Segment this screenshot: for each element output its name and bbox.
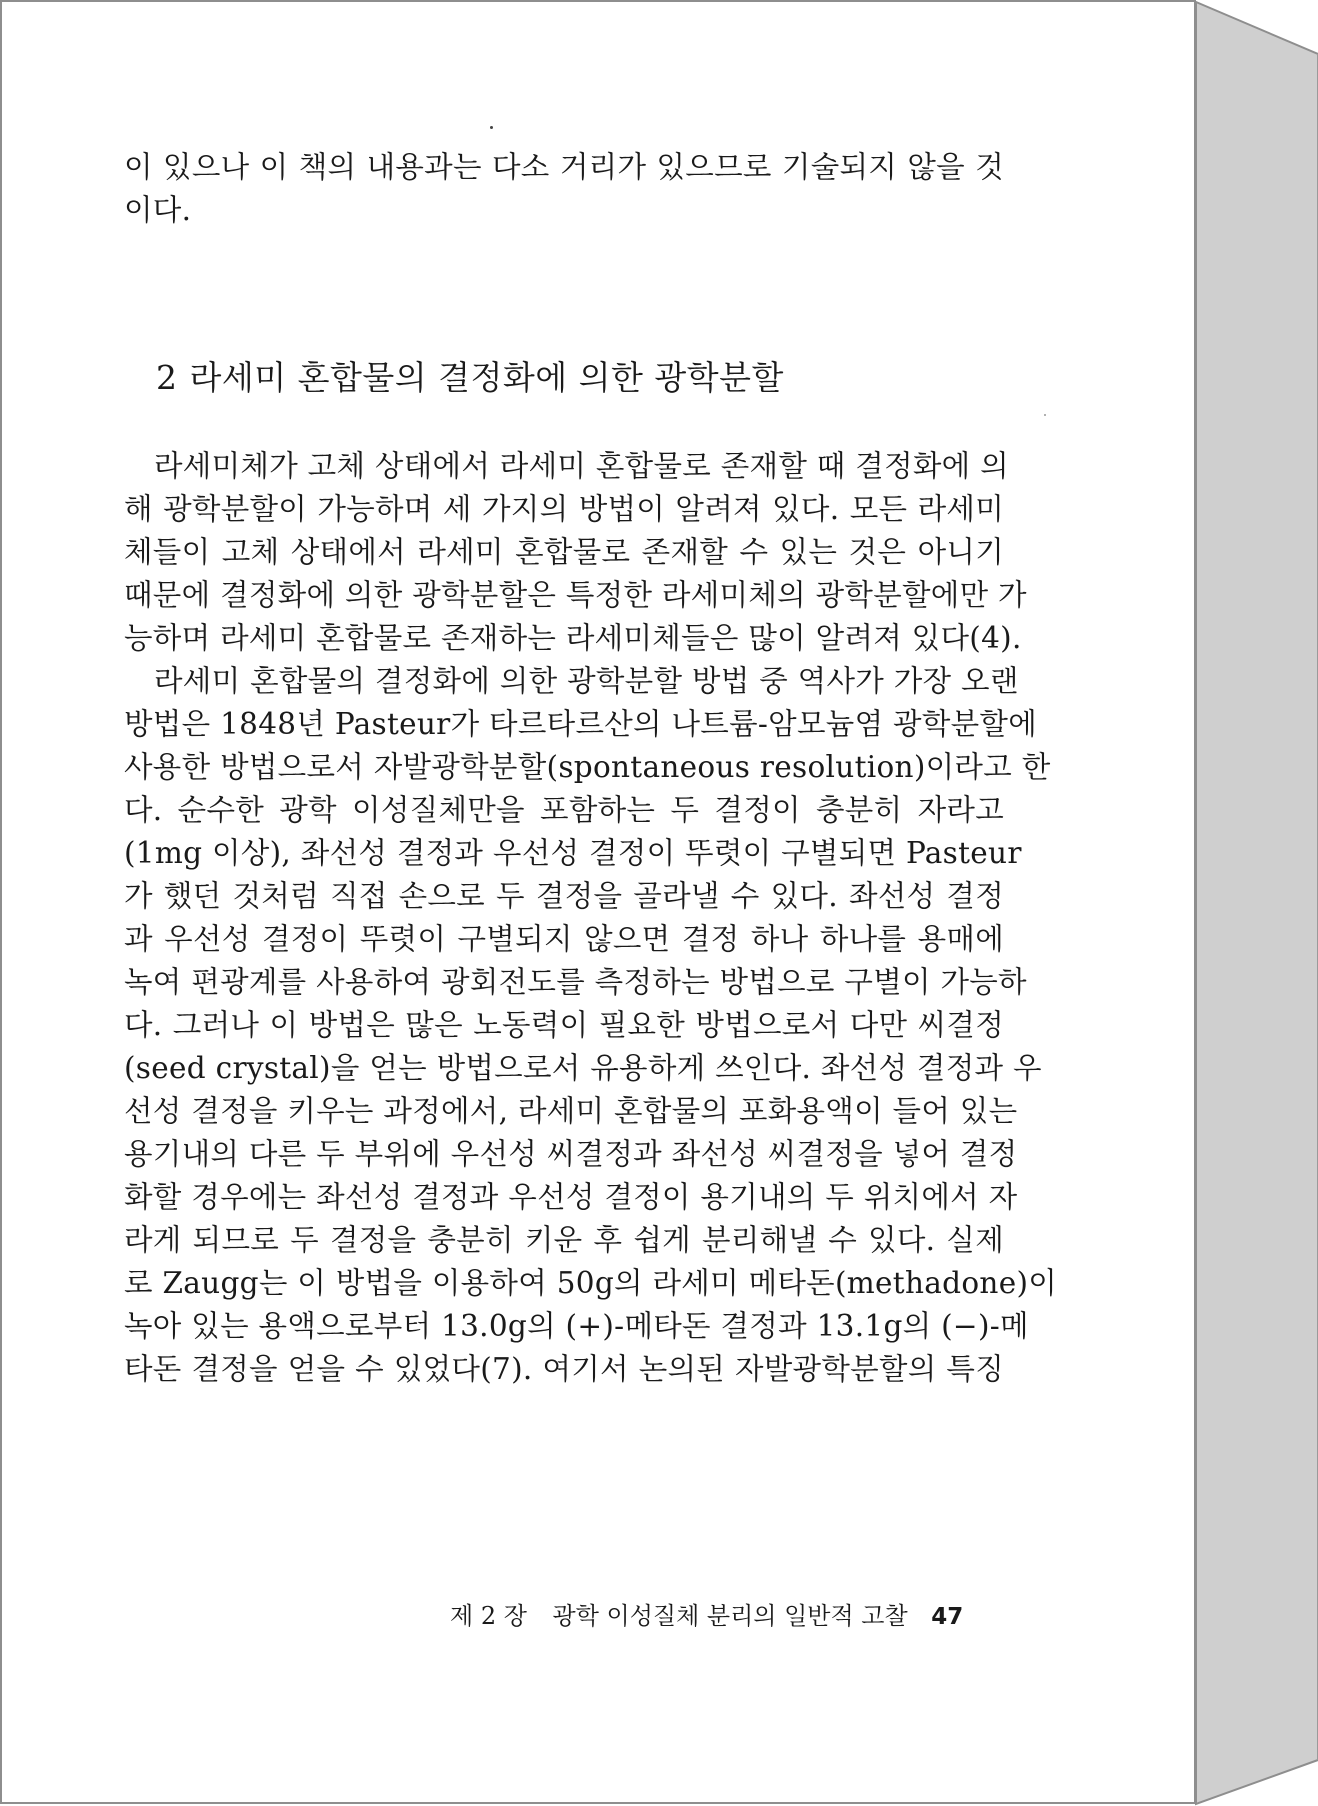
lead-paragraph xyxy=(124,146,1004,232)
page-footer xyxy=(450,1596,1010,1631)
text-line: 방법은 1848년 Pasteur가 타르타르산의 나트륨-암모늄염 광학분할에 xyxy=(124,707,1038,741)
section-title: 라세미 혼합물의 결정화에 의한 광학분할 xyxy=(189,358,784,397)
text-line: 이다. xyxy=(124,193,192,227)
section-number: 2 xyxy=(156,358,178,397)
text-line: 때문에 결정화에 의한 광학분할은 특정한 라세미체의 광학분할에만 가 xyxy=(124,578,1027,612)
footer-chapter: 제 2 장 xyxy=(450,1602,527,1630)
text-line: 능하며 라세미 혼합물로 존재하는 라세미체들은 많이 알려져 있다(4). xyxy=(124,621,1022,655)
text-line: 라세미 혼합물의 결정화에 의한 광학분할 방법 중 역사가 가장 오랜 xyxy=(154,664,1019,698)
text-line: 사용한 방법으로서 자발광학분할(spontaneous resolution)이라고 한 xyxy=(124,750,1051,784)
text-line: 녹아 있는 용액으로부터 13.0g의 (+)-메타돈 결정과 13.1g의 (−)-메 xyxy=(124,1309,1029,1343)
page-number: 47 xyxy=(931,1604,964,1630)
text-line: 라세미체가 고체 상태에서 라세미 혼합물로 존재할 때 결정화에 의 xyxy=(154,449,1009,483)
section-heading xyxy=(156,352,784,399)
scan-speck xyxy=(490,126,493,129)
text-line: 해 광학분할이 가능하며 세 가지의 방법이 알려져 있다. 모든 라세미 xyxy=(124,492,1004,526)
text-line: (1mg 이상), 좌선성 결정과 우선성 결정이 뚜렷이 구별되면 Pasteur xyxy=(124,836,1022,870)
text-line: 녹여 편광계를 사용하여 광회전도를 측정하는 방법으로 구별이 가능하 xyxy=(124,965,1027,999)
text-line: 라게 되므로 두 결정을 충분히 키운 후 쉽게 분리해낼 수 있다. 실제 xyxy=(124,1223,1004,1257)
text-line: 이 있으나 이 책의 내용과는 다소 거리가 있으므로 기술되지 않을 것 xyxy=(124,150,1004,184)
text-line: 가 했던 것처럼 직접 손으로 두 결정을 골라낼 수 있다. 좌선성 결정 xyxy=(124,879,1004,913)
text-line: (seed crystal)을 얻는 방법으로서 유용하게 쓰인다. 좌선성 결정과 우 xyxy=(124,1051,1042,1085)
text-line: 과 우선성 결정이 뚜렷이 구별되지 않으면 결정 하나 하나를 용매에 xyxy=(124,922,1004,956)
text-line: 용기내의 다른 두 부위에 우선성 씨결정과 좌선성 씨결정을 넣어 결정 xyxy=(124,1137,1018,1171)
text-line: 타돈 결정을 얻을 수 있었다(7). 여기서 논의된 자발광학분할의 특징 xyxy=(124,1352,1004,1386)
text-line: 선성 결정을 키우는 과정에서, 라세미 혼합물의 포화용액이 들어 있는 xyxy=(124,1094,1018,1128)
body-text xyxy=(124,445,1058,1391)
text-line: 화할 경우에는 좌선성 결정과 우선성 결정이 용기내의 두 위치에서 자 xyxy=(124,1180,1018,1214)
scan-speck xyxy=(1044,414,1046,416)
footer-title: 광학 이성질체 분리의 일반적 고찰 xyxy=(552,1602,908,1630)
text-line: 로 Zaugg는 이 방법을 이용하여 50g의 라세미 메타돈(methadone)이 xyxy=(124,1266,1058,1300)
text-line: 다. 그러나 이 방법은 많은 노동력이 필요한 방법으로서 다만 씨결정 xyxy=(124,1008,1004,1042)
text-line: 다. 순수한 광학 이성질체만을 포함하는 두 결정이 충분히 자라고 xyxy=(124,793,1004,827)
text-line: 체들이 고체 상태에서 라세미 혼합물로 존재할 수 있는 것은 아니기 xyxy=(124,535,1004,569)
